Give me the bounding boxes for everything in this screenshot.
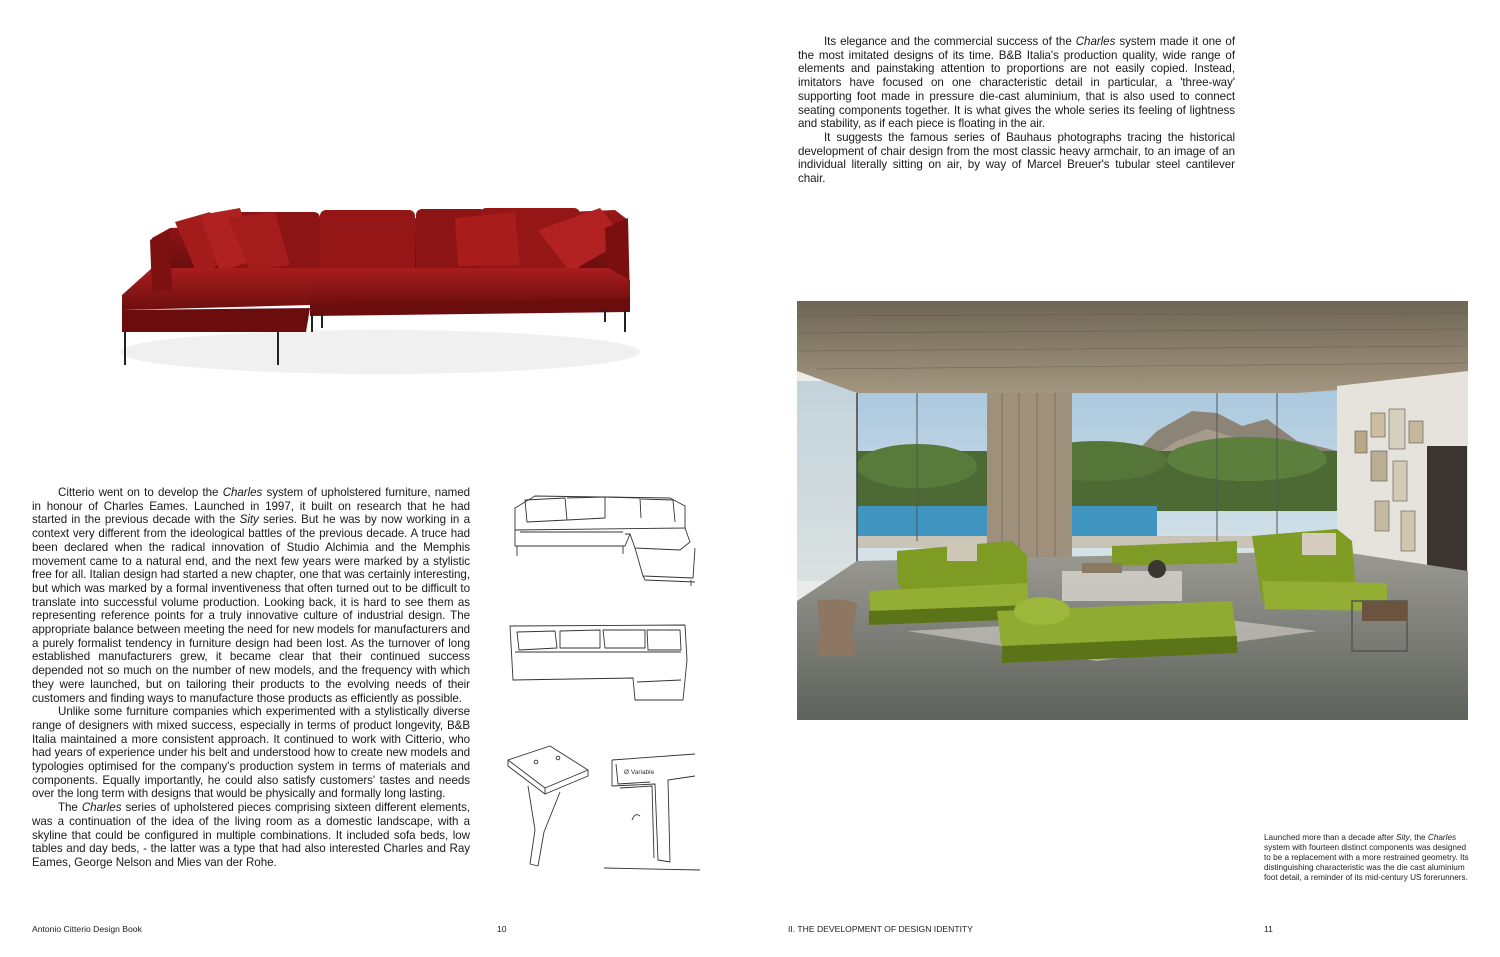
text-span: , the (1409, 833, 1428, 842)
paragraph-elegance (798, 35, 1235, 131)
left-body-text (32, 486, 470, 870)
paragraph-charles-intro (32, 486, 470, 705)
paragraph-charles-series (32, 801, 470, 870)
red-sofa-photo (60, 100, 700, 420)
sketch-sofa-perspective (505, 488, 700, 588)
paragraph-bauhaus (798, 131, 1235, 186)
right-page (750, 0, 1500, 957)
photo-caption (1264, 833, 1474, 883)
italic-span: Sity (1396, 833, 1410, 842)
living-room-photo (797, 301, 1468, 720)
italic-span: Charles (1075, 35, 1116, 48)
italic-span: Sity (239, 513, 259, 527)
italic-span: Charles (81, 801, 122, 815)
italic-span: Charles (1427, 833, 1457, 842)
text-span: system made it one of the most imitated designs of its time. B&B Italia's production quality, wide range of elements and painstaking attention to proportions are not easily copied. Instead, imitators have focused on one characteristic detail in particular, a 'three-way' supporting foot made in pressure die-cast aluminium, that is also used to connect seating components together. It is what gives the whole series its feeling of lightness and stability, as if each piece is floating in the air. (798, 35, 1235, 131)
sketch-variable-label: Ø Variable (624, 769, 655, 776)
text-span: Citterio went on to develop the (58, 486, 223, 499)
footer-chapter-title: II. THE DEVELOPMENT OF DESIGN IDENTITY (788, 924, 973, 934)
text-span: series of upholstered pieces comprising sixteen different elements, was a continuation of the idea of the living room as a domestic landscape, with a skyline that could be configured in multiple combinations. It included sofa beds, low tables and day beds, - the latter was a type that had also interested Charles and Ray Eames, George Nelson and Mies van der Rohe. (32, 801, 470, 869)
text-span: system of upholstered furniture, named in honour of Charles Eames. Launched in 1997, it built on research that he had started in the previous decade with the (32, 486, 470, 527)
text-span: system with fourteen distinct components was designed to be a replacement with a more restrained geometry. Its distinguishing characteristic was the die cast aluminium foot detail, a reminder of its mid-century US forerunners. (1264, 843, 1469, 883)
sketch-foot-detail (500, 740, 705, 875)
right-body-text (798, 35, 1235, 186)
sketch-sofa-plan (505, 620, 700, 710)
text-span: It suggests the famous series of Bauhaus photographs tracing the historical development of chair design from the most classic heavy armchair, to an image of an individual literally sitting on air, by way of Marcel Breuer's tubular steel cantilever chair. (798, 130, 1235, 186)
text-span: Unlike some furniture companies which experimented with a stylistically diverse range of designers with mixed success, especially in terms of product longevity, B&B Italia maintained a more consistent approach. It continued to work with Citterio, who had years of experience under his belt and understood how to create new models and typologies optimised for the company's production system in terms of materials and components. Equally importantly, he could also satisfy customers' tastes and needs over the long term with designs that would be physically and formally long lasting. (32, 705, 470, 801)
page-number-left: 10 (497, 924, 507, 934)
text-span: The (58, 801, 82, 815)
text-span: Its elegance and the commercial success of the (824, 35, 1076, 48)
text-span: series. But he was by now working in a context very different from the ideological battles of the previous decade. A truce had been declared when the radical innovation of Studio Alchimia and the Memphis movement came to a natural end, and the next few years were marked by a stylistic free for all. Italian design had started a new chapter, one that was certainly interesting, but which was marked by a formal inventiveness that often turned out to be difficult to translate into successful volume production. Looking back, it is hard to see them as representing reference points for a truly innovative culture of industrial design. The appropriate balance between meeting the need for new models for manufacturers and a purely formalist tendency in furniture design had been lost. As the turnover of long established manufacturers grew, it became clear that their continued success depended not so much on the number of new models, and the frequency with which they were launched, but on tailoring their products to the evolving needs of their customers and finding ways to manufacture those products as efficiently as possible. (32, 513, 470, 705)
page-number-right: 11 (1264, 924, 1273, 934)
footer-book-title: Antonio Citterio Design Book (32, 924, 142, 934)
paragraph-bb-italia (32, 705, 470, 801)
text-span: Launched more than a decade after (1264, 833, 1397, 842)
italic-span: Charles (222, 486, 263, 499)
